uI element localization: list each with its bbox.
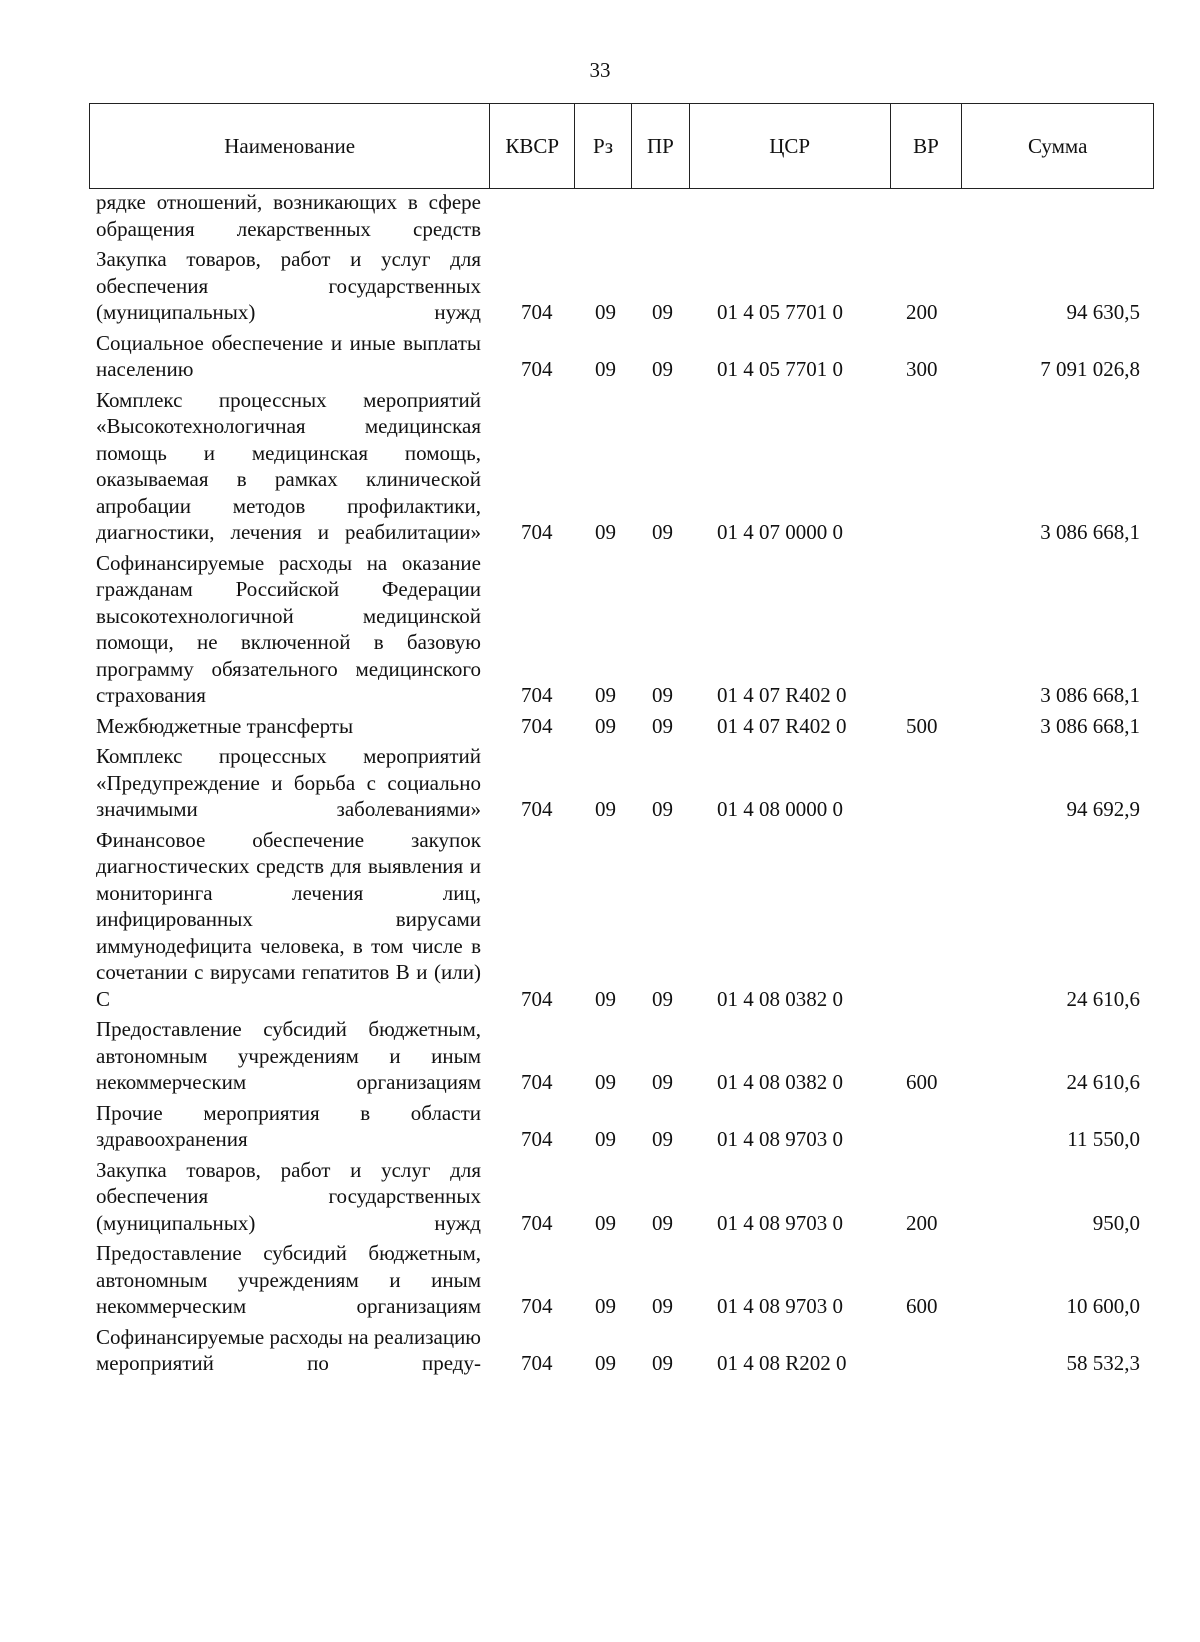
row-name: Комплекс процессных мероприятий «Высокотехнологичная медицинская помощь и медицинская помощь, оказываемая в рамках клинической апробации методов профилактики, диагностики, лечения и реабилитации»: [96, 387, 481, 544]
row-rz: 09: [595, 1351, 616, 1375]
row-csr: 01 4 05 7701 0: [717, 300, 843, 324]
row-pr: 09: [652, 713, 673, 738]
row-pr: 09: [652, 300, 673, 324]
row-rz: 09: [595, 1294, 616, 1318]
row-vr: 200: [906, 300, 938, 324]
table-row: [96, 387, 1146, 546]
page-number: 33: [589, 58, 611, 82]
row-rz: 09: [595, 713, 616, 738]
row-kvsr: 704: [521, 1294, 553, 1318]
header-vr: ВР: [891, 104, 963, 188]
row-pr: 09: [652, 1351, 673, 1375]
row-kvsr: 704: [521, 357, 553, 381]
row-kvsr: 704: [521, 683, 553, 707]
row-csr: 01 4 08 9703 0: [717, 1210, 843, 1235]
row-name: Социальное обеспечение и иные выплаты населению: [96, 330, 481, 381]
table-row: [96, 743, 1146, 823]
row-rz: 09: [595, 797, 616, 821]
row-sum: 7 091 026,8: [1040, 357, 1140, 381]
row-csr: 01 4 07 R402 0: [717, 713, 847, 738]
row-csr: 01 4 07 R402 0: [717, 683, 847, 707]
row-name: Прочие мероприятия в области здравоохранения: [96, 1100, 481, 1151]
row-rz: 09: [595, 986, 616, 1011]
row-csr: 01 4 08 R202 0: [717, 1351, 847, 1375]
row-rz: 09: [595, 1070, 616, 1094]
table-row: [96, 713, 1146, 740]
row-kvsr: 704: [521, 986, 553, 1011]
row-kvsr: 704: [521, 1127, 553, 1151]
row-rz: 09: [595, 683, 616, 707]
header-kvsr: КВСР: [490, 104, 575, 188]
row-name: Предоставление субсидий бюджетным, автономным учреждениям и иным некоммерческим организациям: [96, 1017, 481, 1094]
row-vr: 600: [906, 1070, 938, 1094]
row-csr: 01 4 08 9703 0: [717, 1294, 843, 1318]
table-row: [96, 1100, 1146, 1153]
row-vr: 200: [906, 1210, 938, 1235]
row-csr: 01 4 08 0382 0: [717, 1070, 843, 1094]
row-csr: 01 4 05 7701 0: [717, 357, 843, 381]
row-kvsr: 704: [521, 300, 553, 324]
row-sum: 10 600,0: [1066, 1294, 1140, 1318]
row-csr: 01 4 08 0382 0: [717, 986, 843, 1011]
row-csr: 01 4 08 0000 0: [717, 797, 843, 821]
row-vr: 600: [906, 1294, 938, 1318]
row-kvsr: 704: [521, 1351, 553, 1375]
row-sum: 94 692,9: [1066, 797, 1140, 821]
header-name: Наименование: [90, 104, 490, 188]
table-row: [96, 827, 1146, 1013]
row-pr: 09: [652, 1294, 673, 1318]
row-name: Комплекс процессных мероприятий «Предупреждение и борьба с социально значимыми заболеваниями»: [96, 744, 481, 821]
table-row: [96, 1157, 1146, 1237]
row-pr: 09: [652, 1070, 673, 1094]
row-csr: 01 4 07 0000 0: [717, 520, 843, 544]
row-kvsr: 704: [521, 713, 553, 738]
row-rz: 09: [595, 300, 616, 324]
table-row: [96, 550, 1146, 709]
row-rz: 09: [595, 520, 616, 544]
row-pr: 09: [652, 1210, 673, 1235]
row-name: Закупка товаров, работ и услуг для обеспечения государственных (муниципальных) нужд: [96, 1157, 481, 1235]
row-sum: 11 550,0: [1067, 1127, 1140, 1151]
row-sum: 58 532,3: [1066, 1351, 1140, 1375]
row-kvsr: 704: [521, 1210, 553, 1235]
header-sum: Сумма: [1027, 133, 1088, 158]
row-vr: 300: [906, 357, 938, 381]
row-pr: 09: [652, 357, 673, 381]
table-row: [96, 189, 1146, 242]
row-pr: 09: [652, 520, 673, 544]
row-pr: 09: [652, 986, 673, 1011]
row-sum: 3 086 668,1: [1040, 713, 1140, 738]
row-vr: 500: [906, 713, 938, 738]
table-row: [96, 1240, 1146, 1320]
row-sum: 24 610,6: [1066, 986, 1140, 1011]
table-header: [89, 103, 1154, 189]
row-rz: 09: [595, 357, 616, 381]
header-rz: Рз: [575, 104, 632, 188]
header-pr: ПР: [632, 104, 690, 188]
row-kvsr: 704: [521, 520, 553, 544]
table-row: [96, 246, 1146, 326]
table-row: [96, 330, 1146, 383]
table-row: [96, 1324, 1146, 1377]
row-sum: 3 086 668,1: [1040, 683, 1140, 707]
table-body: [96, 189, 1146, 1381]
row-kvsr: 704: [521, 797, 553, 821]
row-csr: 01 4 08 9703 0: [717, 1127, 843, 1151]
row-name: Софинансируемые расходы на оказание гражданам Российской Федерации высокотехнологичной медицинской помощи, не включенной в базовую программу обязательного медицинского страхования: [96, 550, 481, 707]
row-name: Закупка товаров, работ и услуг для обеспечения государственных (муниципальных) нужд: [96, 247, 481, 324]
row-name: Межбюджетные трансферты: [96, 713, 354, 738]
header-csr: ЦСР: [690, 104, 891, 188]
row-name: Финансовое обеспечение закупок диагностических средств для выявления и мониторинга лечения лиц, инфицированных вирусами иммунодефицита человека, в том числе в сочетании с вирусами гепатитов В и (или) С: [96, 827, 481, 1011]
table-row: [96, 1016, 1146, 1096]
row-name: Софинансируемые расходы на реализацию мероприятий по преду-: [96, 1324, 481, 1375]
row-sum: 94 630,5: [1066, 300, 1140, 324]
row-kvsr: 704: [521, 1070, 553, 1094]
row-name: рядке отношений, возникающих в сфере обращения лекарственных средств: [96, 190, 481, 241]
row-sum: 3 086 668,1: [1040, 520, 1140, 544]
row-name: Предоставление субсидий бюджетным, автономным учреждениям и иным некоммерческим организациям: [96, 1241, 481, 1318]
row-sum: 950,0: [1092, 1210, 1140, 1235]
row-rz: 09: [595, 1210, 616, 1235]
row-pr: 09: [652, 797, 673, 821]
row-pr: 09: [652, 683, 673, 707]
row-rz: 09: [595, 1127, 616, 1151]
row-pr: 09: [652, 1127, 673, 1151]
row-sum: 24 610,6: [1066, 1070, 1140, 1094]
